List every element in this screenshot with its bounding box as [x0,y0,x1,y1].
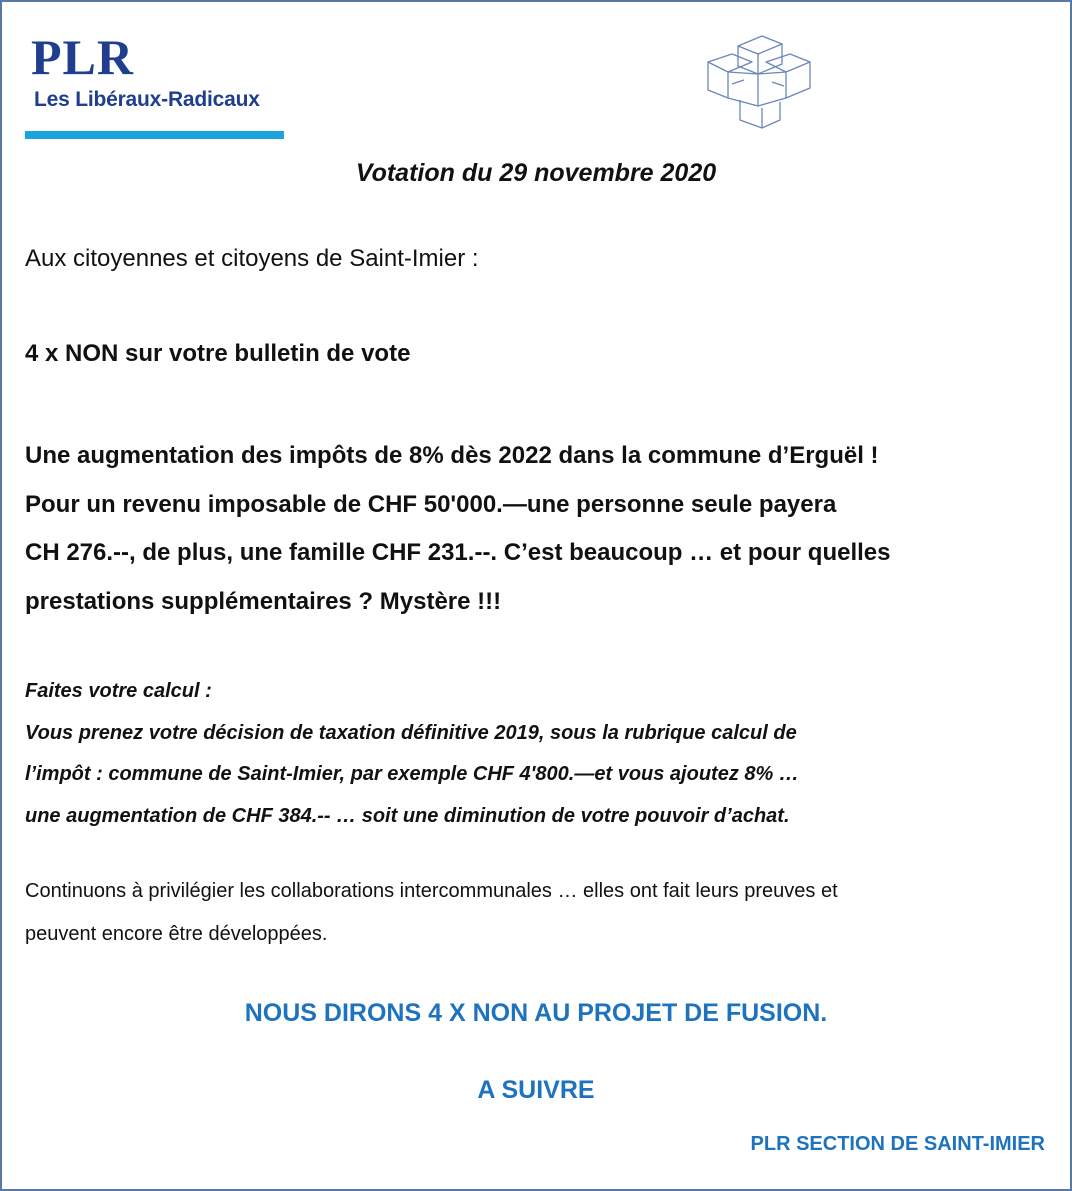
calc-heading: Faites votre calcul : [25,680,212,702]
paragraph-line: Continuons à privilégier les collaborations intercommunales … elles ont fait leurs preuves et [25,880,838,902]
logo-underline-bar [25,131,284,139]
logo-wordmark: PLR [31,29,134,85]
paragraph-line: Vous prenez votre décision de taxation définitive 2019, sous la rubrique calcul de [25,721,797,744]
signature: PLR SECTION DE SAINT-IMIER [750,1133,1045,1155]
paragraph-line: Une augmentation des impôts de 8% dès 2022 dans la commune d’Erguël ! [25,442,879,469]
paragraph-line: une augmentation de CHF 384.-- … soit une diminution de votre pouvoir d’achat. [25,804,790,827]
call-to-action: NOUS DIRONS 4 X NON AU PROJET DE FUSION. [244,999,828,1027]
paragraph-line: CH 276.--, de plus, une famille CHF 231.--. C’est beaucoup … et pour quelles [25,539,891,566]
follow-up-text: A SUIVRE [477,1076,595,1104]
tax-increase-paragraph [25,432,1055,626]
collaboration-paragraph [25,870,1055,955]
vote-recommendation: 4 x NON sur votre bulletin de vote [25,340,411,367]
greeting-text: Aux citoyennes et citoyens de Saint-Imier : [25,245,479,272]
paragraph-line: peuvent encore être développées. [25,922,328,945]
paragraph-line: Pour un revenu imposable de CHF 50'000.—une personne seule payera [25,490,837,518]
calculation-paragraph [25,671,1055,837]
logo-tagline: Les Libéraux-Radicaux [34,88,260,111]
paragraph-line: prestations supplémentaires ? Mystère !!! [25,587,502,615]
page-title: Votation du 29 novembre 2020 [355,159,717,187]
paragraph-line: l’impôt : commune de Saint-Imier, par exemple CHF 4'800.—et vous ajoutez 8% … [25,763,799,785]
swiss-cube-cross-icon [700,28,815,133]
